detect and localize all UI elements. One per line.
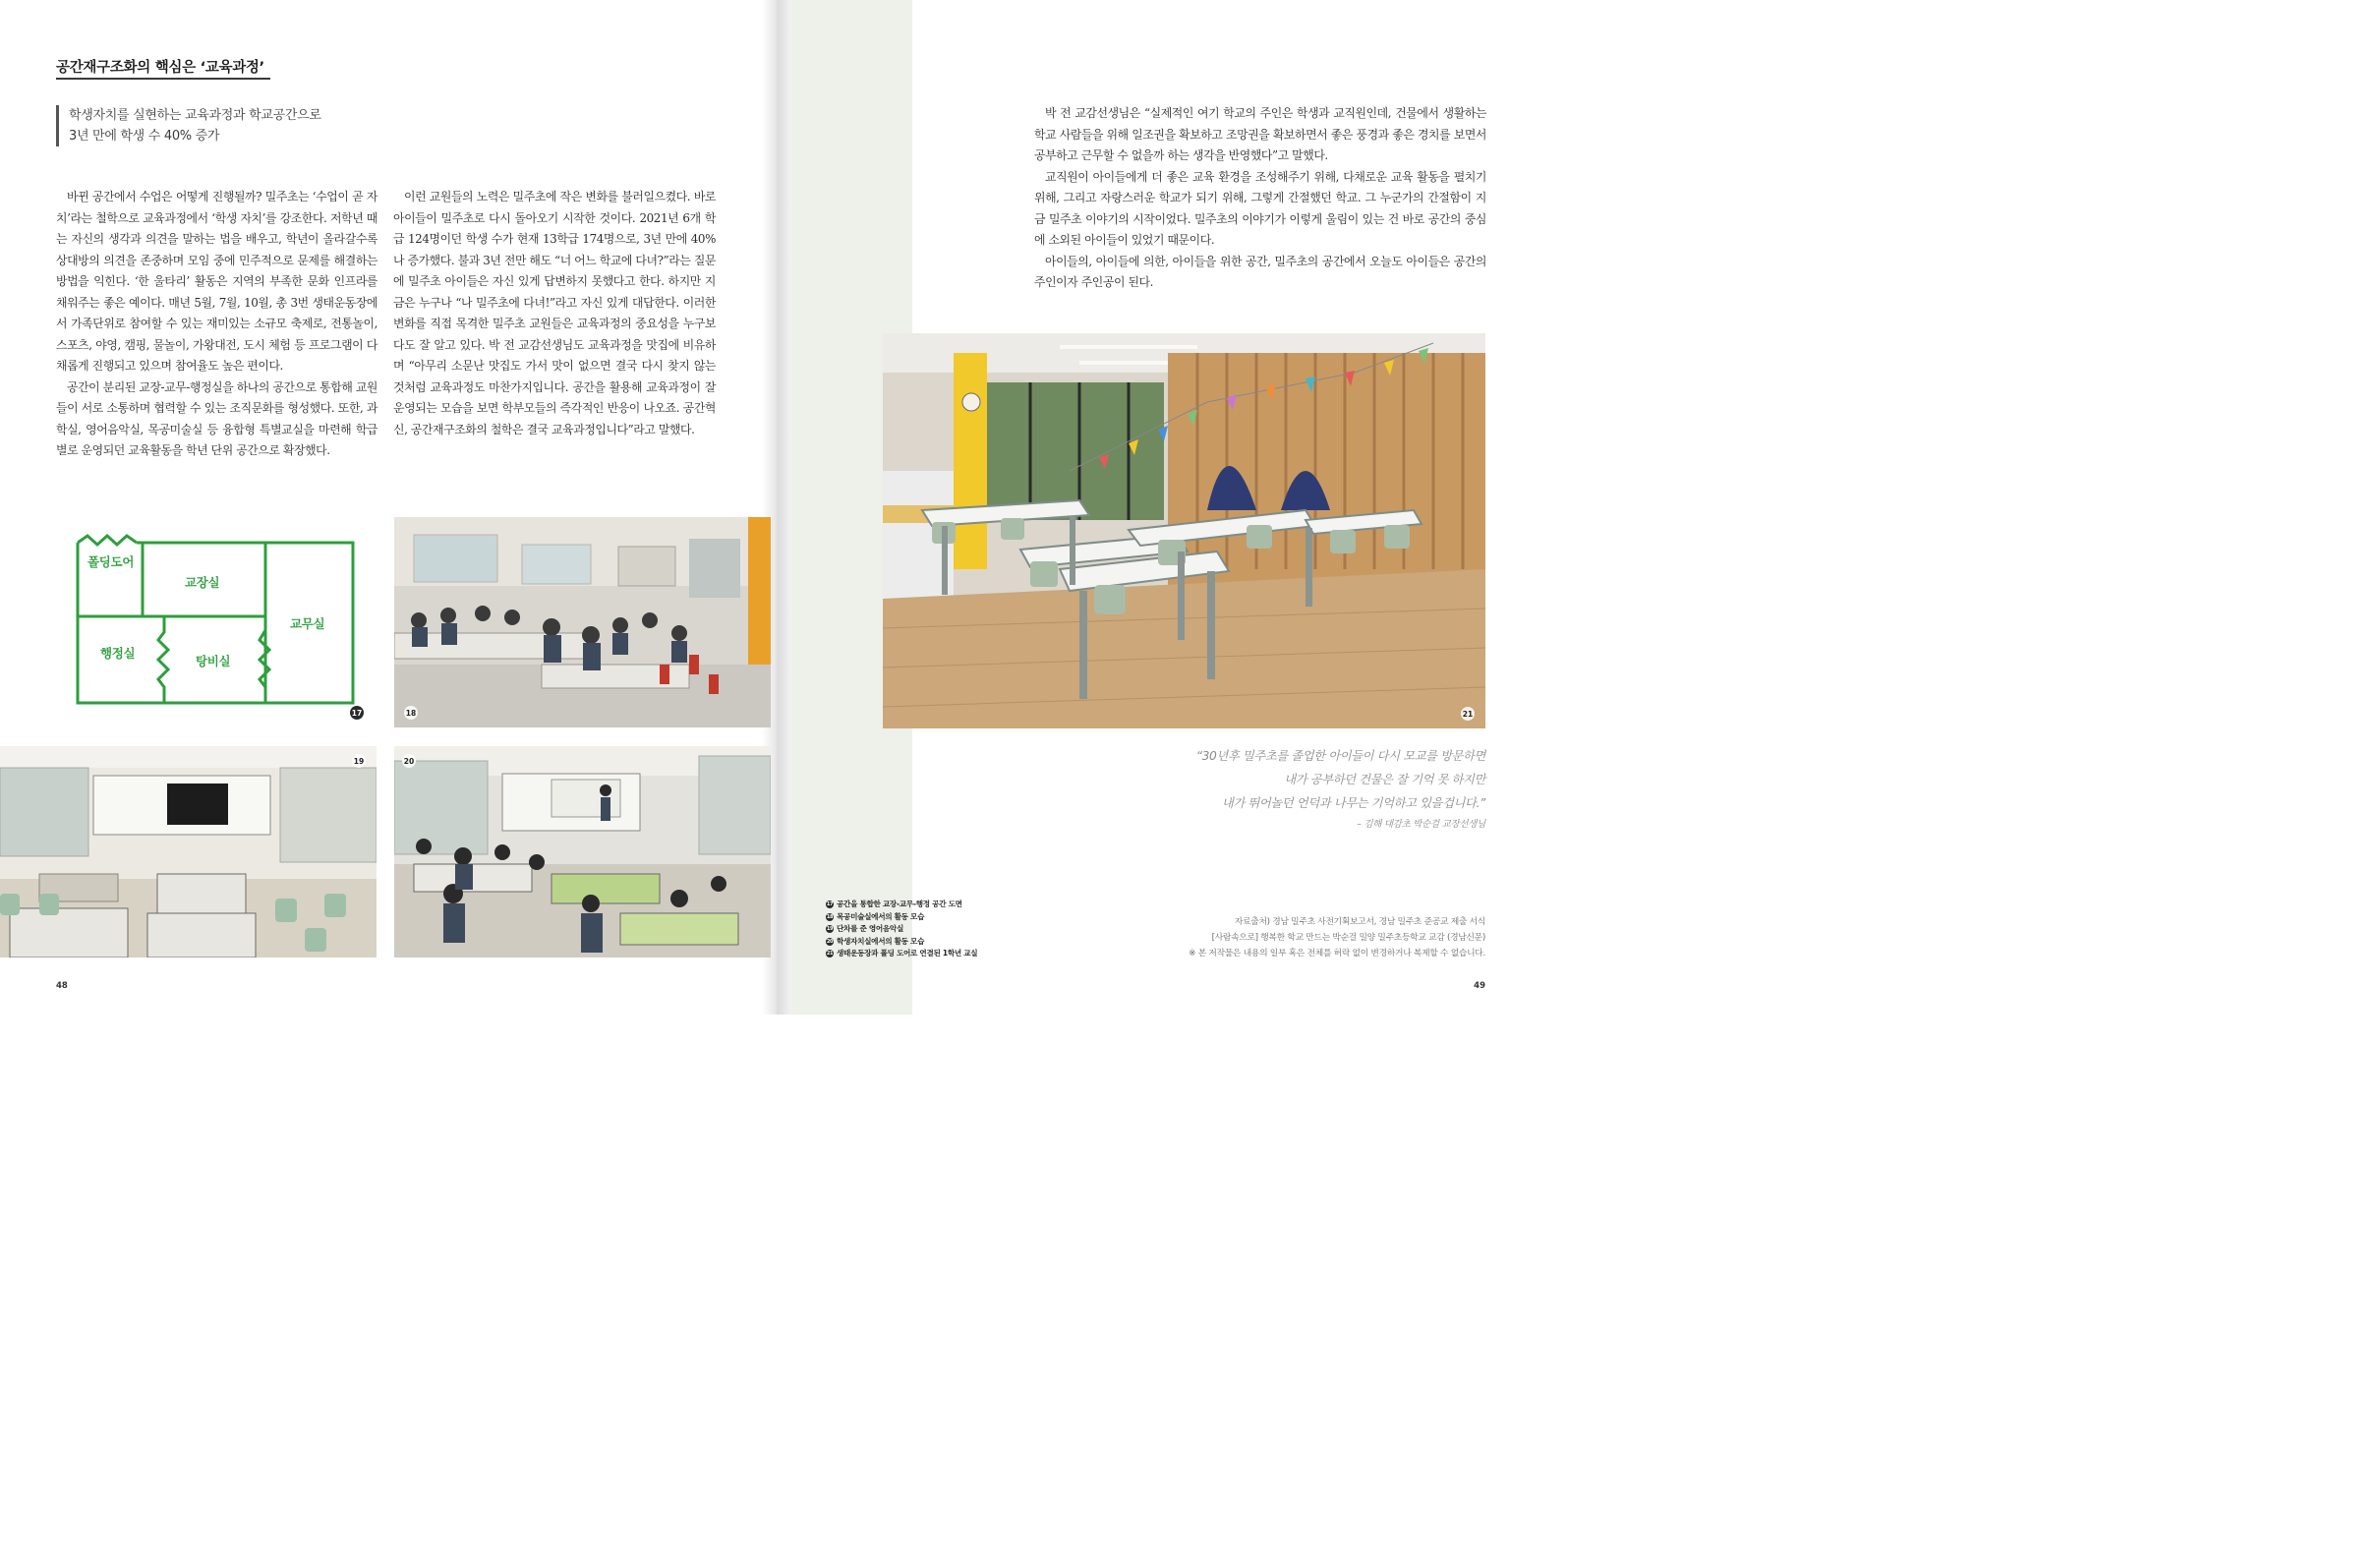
- body-column-2: [393, 187, 716, 440]
- label-lounge: 탕비실: [196, 654, 231, 668]
- body-column-1: [56, 187, 377, 462]
- paragraph: 박 전 교감선생님은 “실제적인 여기 학교의 주인은 학생과 교직원인데, 건물에서 생활하는 학교 사람들을 위해 일조권을 확보하고 조망권을 확보하면서 좋은 풍경과 좋은 경치를 보면서 공부하고 근무할 수 없을까 하는 생각을 반영했다”고 말했다.: [1034, 106, 1486, 162]
- subhead-line-1: 학생자치를 실현하는 교육과정과 학교공간으로: [69, 108, 321, 123]
- photo-english-music-room: [0, 746, 377, 958]
- section-title: 공간재구조화의 핵심은 ‘교육과정’: [56, 60, 264, 76]
- caption-item: [826, 911, 977, 924]
- classroom-photo-illustration: [883, 333, 1485, 728]
- photo-first-grade-classroom: [883, 333, 1485, 728]
- caption-number: 18: [826, 913, 834, 920]
- figure-number-badge: 17: [350, 706, 364, 720]
- classroom-photo-illustration: [0, 746, 377, 958]
- credit-line-3: ※ 본 저작물은 내용의 일부 혹은 전체를 허락 없이 변경하거나 복제할 수 없습니다.: [1189, 949, 1485, 958]
- section-title-underline: [56, 78, 270, 80]
- photo-woodworking-room: [394, 517, 771, 727]
- credit-line-2: [사람속으로] 행복한 학교 만드는 박순걸 밀양 밀주초등학교 교감 (경남신문): [1211, 933, 1485, 943]
- caption-text: 목공미술실에서의 활동 모습: [837, 911, 925, 921]
- quote-line-1: “30년후 밀주초를 졸업한 아이들이 다시 모교를 방문하면: [1195, 749, 1485, 763]
- quote-line-2: 내가 공부하던 건물은 잘 기억 못 하지만: [1284, 773, 1485, 786]
- paragraph: 교직원이 아이들에게 더 좋은 교육 환경을 조성해주기 위해, 다채로운 교육 활동을 펼치기 위해, 그리고 자랑스러운 학교가 되기 위해, 그렇게 간절했던 학교. 그 누군가의 간절함이 지금 밀주초 이야기의 시작이었다. 밀주초의 이야기가 이렇게 울림이 있는 건 바로 공간의 중심에 소외된 아이들이 있었기 때문이다.: [1034, 169, 1486, 247]
- quote-source: – 김해 대감초 박순걸 교장선생님: [1357, 819, 1485, 830]
- classroom-photo-illustration: [394, 746, 771, 958]
- label-teachers-office: 교무실: [290, 616, 325, 631]
- figure-number-badge: 20: [402, 754, 416, 768]
- caption-item: [826, 899, 977, 911]
- paragraph: 공간이 분리된 교장-교무-행정실을 하나의 공간으로 통합해 교원들이 서로 소통하며 협력할 수 있는 조직문화를 형성했다. 또한, 과학실, 영어음악실, 목공미술실 등 융합형 특별교실을 마련해 학급별로 운영되던 교육활동을 학년 단위 공간으로 확장했다.: [56, 379, 377, 457]
- page-number-right: 49: [1474, 981, 1485, 991]
- photo-student-council-room: [394, 746, 771, 958]
- caption-text: 학생자치실에서의 활동 모습: [837, 936, 925, 946]
- magazine-spread: [0, 0, 1528, 1015]
- paragraph: 아이들의, 아이들에 의한, 아이들을 위한 공간, 밀주초의 공간에서 오늘도 아이들은 공간의 주인이자 주인공이 된다.: [1034, 254, 1486, 289]
- paragraph: 이런 교원들의 노력은 밀주초에 작은 변화를 불러일으켰다. 바로 아이들이 밀주초로 다시 돌아오기 시작한 것이다. 2021년 6개 학급 124명이던 학생 수가 현재 13학급 174명으로, 3년 만에 40%나 증가했다. 불과 3년 전만 해도 “너 어느 학교에 다녀?”라는 질문에 밀주초 아이들은 자신 있게 답변하지 못했다고 한다. 하지만 지금은 누구나 “나 밀주초에 다녀!”라고 자신 있게 대답한다. 이러한 변화를 직접 목격한 밀주초 교원들은 교육과정의 중요성을 누구보다도 잘 알고 있다. 박 전 교감선생님도 교육과정을 맛집에 비유하며 “아무리 소문난 맛집도 가서 맛이 없으면 결국 다시 찾지 않는 것처럼 교육과정도 마찬가지입니다. 공간을 활용해 교육과정이 잘 운영되는 모습을 보면 학부모들의 즉각적인 반응이 나오죠. 공간혁신, 공간재구조화의 철학은 결국 교육과정입니다”라고 말했다.: [393, 190, 716, 436]
- caption-text: 생태운동장과 폴딩 도어로 연결된 1학년 교실: [837, 949, 978, 958]
- caption-text: 공간을 통합한 교장-교무-행정 공간 도면: [837, 900, 962, 908]
- figure-number-badge: 21: [1461, 707, 1475, 721]
- figure-number-badge: 19: [352, 754, 366, 768]
- label-principal-office: 교장실: [185, 575, 220, 590]
- caption-text: 단차를 준 영어음악실: [837, 924, 904, 933]
- page-number-left: 48: [56, 981, 68, 991]
- caption-number: 19: [826, 926, 834, 932]
- classroom-photo-illustration: [394, 517, 771, 727]
- caption-item: [826, 936, 977, 949]
- paragraph: 바뀐 공간에서 수업은 어떻게 진행될까? 밀주초는 ‘수업이 곧 자치’라는 철학으로 교육과정에서 ‘학생 자치’를 강조한다. 저학년 때는 자신의 생각과 의견을 말하는 법을 배우고, 학년이 올라갈수록 상대방의 의견을 존중하며 모임 중에 민주적으로 문제를 해결하는 방법을 익힌다. ‘한 울타리’ 활동은 지역의 부족한 문화 인프라를 채워주는 좋은 예이다. 매년 5월, 7월, 10월, 총 3번 생태운동장에서 가족단위로 참여할 수 있는 재미있는 소규모 축제로, 전통놀이, 스포츠, 야영, 캠핑, 물놀이, 가왕대전, 도시 체험 등 프로그램이 다채롭게 진행되고 있으며 참여율도 높은 편이다.: [56, 190, 377, 373]
- source-credits: [1189, 914, 1485, 961]
- caption-number: 20: [826, 938, 834, 945]
- credit-line-1: 자료출처) 경남 밀주초 사전기획보고서, 경남 밀주초 준공교 제출 서식: [1234, 917, 1485, 927]
- figure-number-badge: 18: [404, 706, 418, 720]
- caption-item: [826, 923, 977, 936]
- pull-quote: [1132, 744, 1485, 815]
- quote-line-3: 내가 뛰어놀던 언덕과 나무는 기억하고 있을겁니다.”: [1221, 796, 1485, 810]
- subhead-line-2: 3년 만에 학생 수 40% 증가: [69, 129, 220, 144]
- subhead: [56, 105, 321, 146]
- caption-number: 21: [826, 951, 834, 957]
- caption-item: [826, 948, 977, 960]
- photo-captions: [826, 899, 977, 960]
- body-column-3: [1034, 103, 1486, 294]
- label-admin-office: 행정실: [100, 646, 136, 661]
- label-folding-door: 폴딩도어: [87, 554, 135, 569]
- caption-number: 17: [826, 901, 834, 907]
- floor-plan-diagram: [56, 534, 377, 723]
